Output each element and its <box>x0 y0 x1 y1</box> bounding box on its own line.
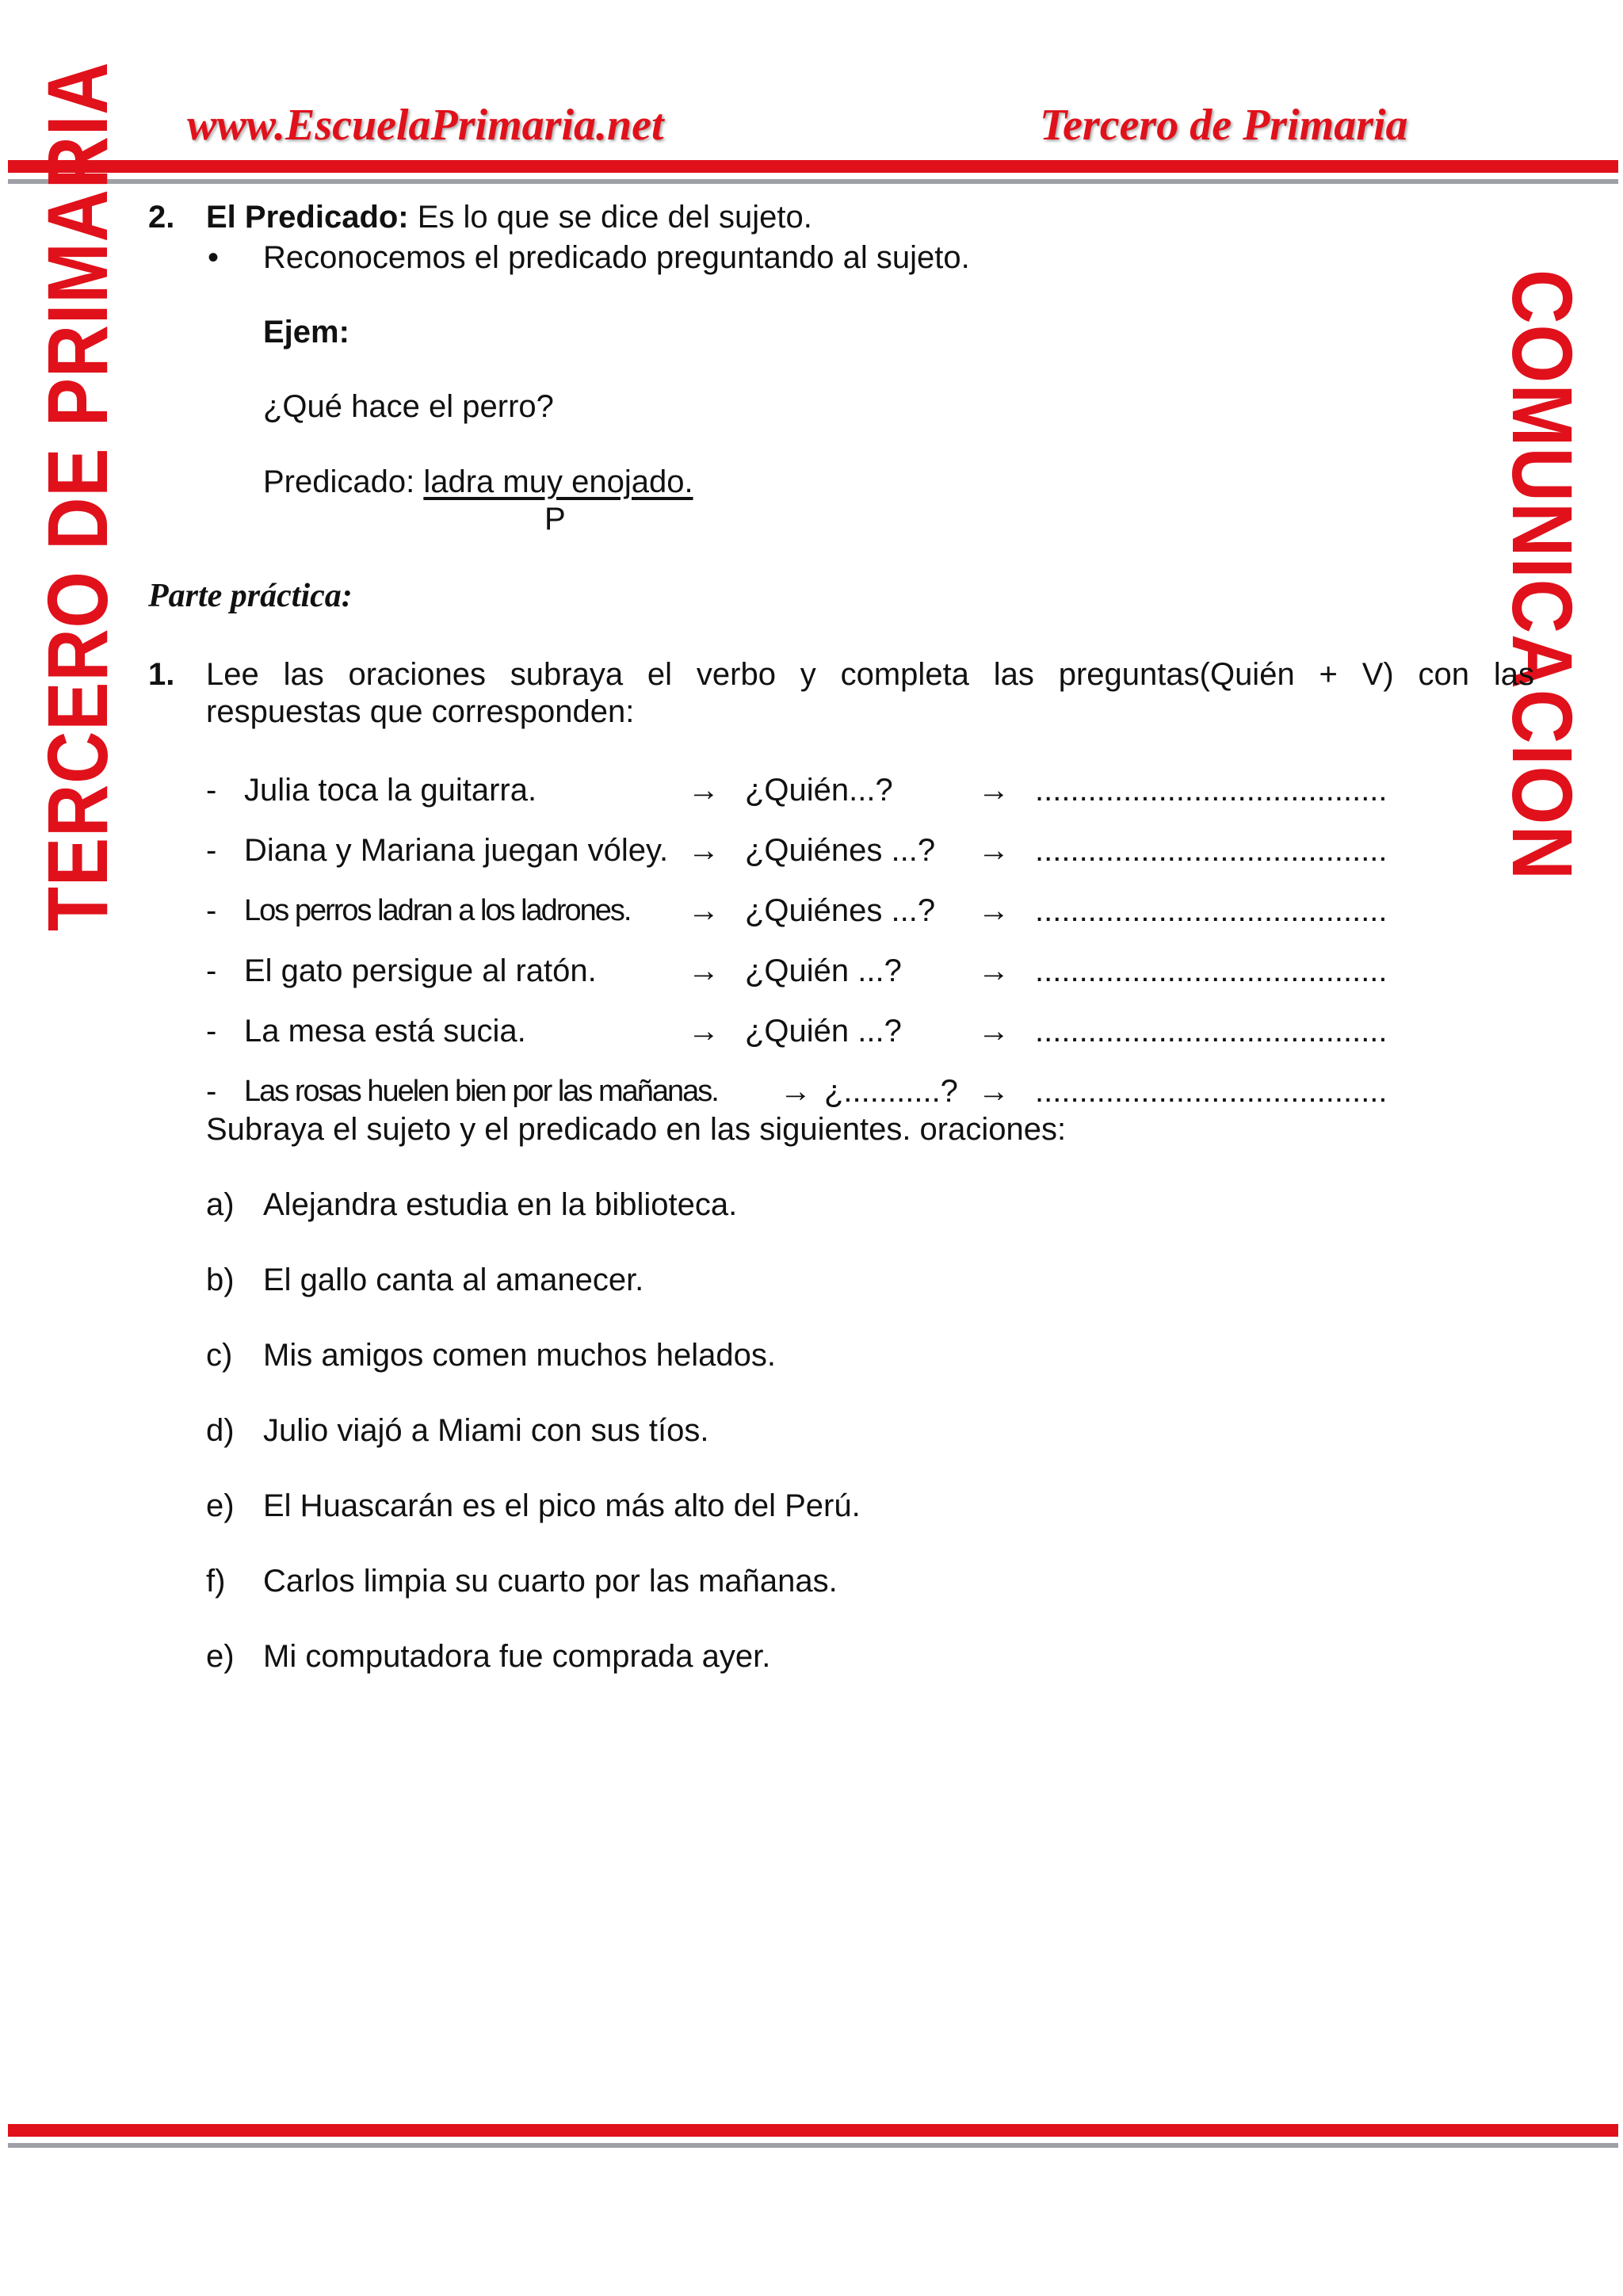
row-dash: - <box>206 833 217 868</box>
answer-blank: ........................................ <box>1035 833 1388 868</box>
row-question: ¿Quién ...? <box>745 953 902 988</box>
example-answer <box>263 466 693 498</box>
bullet-icon: • <box>208 240 220 275</box>
row-sentence: El gato persigue al ratón. <box>244 953 597 988</box>
exercise-2-instruction: Subraya el sujeto y el predicado en las siguientes. oraciones: <box>206 1112 1067 1147</box>
arrow-icon: → <box>688 953 720 988</box>
arrow-icon: → <box>978 893 1010 928</box>
item-text: Alejandra estudia en la biblioteca. <box>263 1187 738 1222</box>
arrow-icon: → <box>978 833 1010 868</box>
example-question: ¿Qué hace el perro? <box>263 389 554 424</box>
website-url: www.EscuelaPrimaria.net <box>187 101 664 150</box>
answer-blank: ........................................ <box>1035 773 1388 808</box>
answer-blank: ........................................ <box>1035 1074 1388 1109</box>
section-term: El Predicado: <box>206 200 409 235</box>
item-text: Mis amigos comen muchos helados. <box>263 1338 776 1373</box>
arrow-icon: → <box>688 773 720 808</box>
exercise-1-number: 1. <box>148 657 175 692</box>
side-label-left: TERCERO DE PRIMARIA <box>29 61 125 932</box>
answer-prefix: Predicado: <box>263 464 424 499</box>
item-text: El gallo canta al amanecer. <box>263 1263 644 1297</box>
row-sentence: Diana y Mariana juegan vóley. <box>244 833 669 868</box>
item-label: f) <box>206 1564 226 1599</box>
row-question: ¿Quién...? <box>745 773 893 808</box>
arrow-icon: → <box>978 1014 1010 1049</box>
arrow-icon: → <box>780 1074 812 1109</box>
bullet-text: Reconocemos el predicado preguntando al sujeto. <box>263 240 970 275</box>
practice-title: Parte práctica: <box>148 578 353 614</box>
row-question: ¿Quiénes ...? <box>745 893 936 928</box>
item-text: Mi computadora fue comprada ayer. <box>263 1639 771 1674</box>
grade-title: Tercero de Primaria <box>1040 101 1408 150</box>
answer-underlined: ladra muy enojado. <box>423 464 693 499</box>
row-dash: - <box>206 953 217 988</box>
row-question: ¿Quién ...? <box>745 1014 902 1049</box>
item-text: Carlos limpia su cuarto por las mañanas. <box>263 1564 838 1599</box>
section-number: 2. <box>148 200 175 235</box>
item-label: c) <box>206 1338 233 1373</box>
exercise-1-instruction: Lee las oraciones subraya el verbo y completa las preguntas(Quién + V) con las <box>206 657 1534 692</box>
arrow-icon: → <box>978 773 1010 808</box>
row-sentence: La mesa está sucia. <box>244 1014 526 1049</box>
row-dash: - <box>206 1074 217 1109</box>
row-sentence: Julia toca la guitarra. <box>244 773 537 808</box>
row-dash: - <box>206 893 217 928</box>
arrow-icon: → <box>978 1074 1010 1109</box>
item-label: d) <box>206 1413 235 1448</box>
item-label: e) <box>206 1639 235 1674</box>
item-label: b) <box>206 1263 235 1297</box>
side-label-right: COMUNICACION <box>1495 269 1591 881</box>
footer-divider <box>8 2124 1618 2148</box>
item-text: Julio viajó a Miami con sus tíos. <box>263 1413 709 1448</box>
arrow-icon: → <box>978 953 1010 988</box>
section-definition: Es lo que se dice del sujeto. <box>408 200 812 235</box>
row-sentence: Las rosas huelen bien por las mañanas. <box>244 1075 718 1108</box>
row-dash: - <box>206 1014 217 1049</box>
row-sentence: Los perros ladran a los ladrones. <box>244 894 631 927</box>
arrow-icon: → <box>688 893 720 928</box>
row-dash: - <box>206 773 217 808</box>
row-question: ¿...........? <box>824 1074 958 1109</box>
item-label: e) <box>206 1488 235 1523</box>
item-text: El Huascarán es el pico más alto del Perú. <box>263 1488 861 1523</box>
example-label: Ejem: <box>263 315 349 350</box>
answer-blank: ........................................ <box>1035 1014 1388 1049</box>
item-label: a) <box>206 1187 235 1222</box>
predicate-mark: P <box>544 502 566 537</box>
row-question: ¿Quiénes ...? <box>745 833 936 868</box>
answer-blank: ........................................ <box>1035 893 1388 928</box>
answer-blank: ........................................ <box>1035 953 1388 988</box>
arrow-icon: → <box>688 833 720 868</box>
exercise-1-instruction-cont: respuestas que corresponden: <box>206 694 635 729</box>
arrow-icon: → <box>688 1014 720 1049</box>
section-heading <box>206 201 812 233</box>
header-divider <box>8 160 1618 184</box>
